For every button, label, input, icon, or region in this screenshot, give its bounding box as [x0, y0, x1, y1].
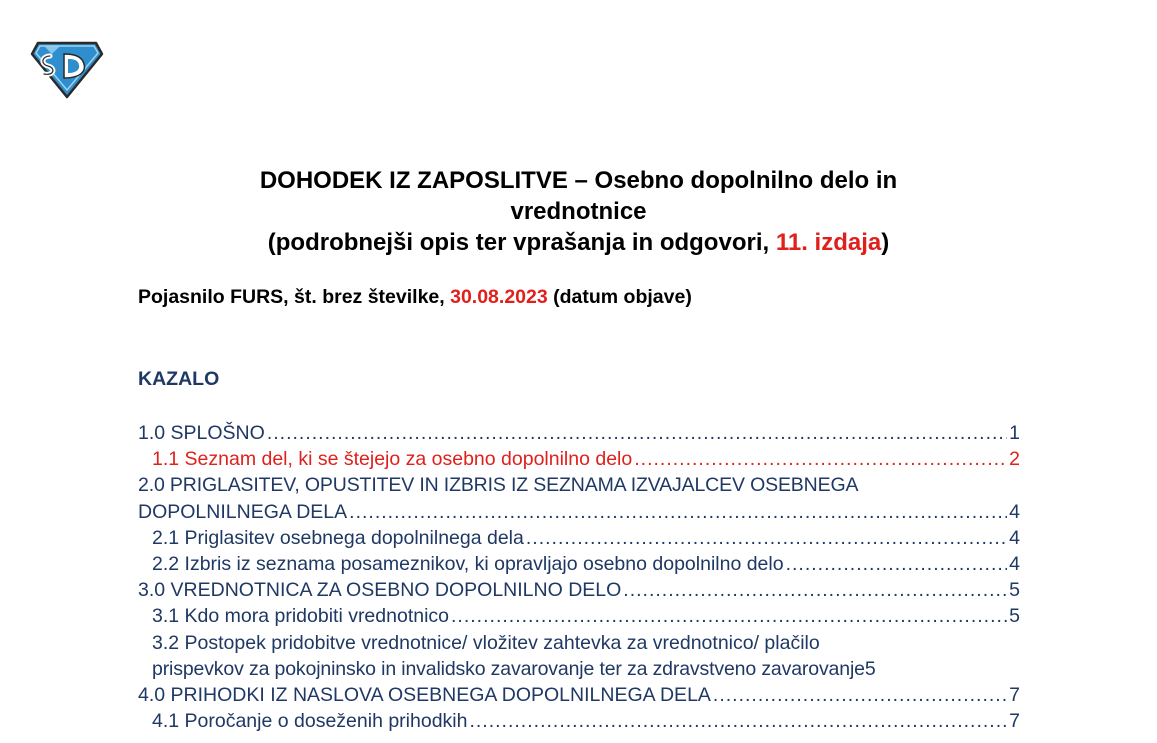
toc-entry-page: 7 — [1009, 684, 1020, 707]
toc-leader-dots — [469, 708, 1007, 734]
toc-entry-label: 4.0 PRIHODKI IZ NASLOVA OSEBNEGA DOPOLNILNEGA DELA — [138, 684, 711, 707]
toc-leader-dots — [451, 603, 1007, 629]
toc-entry-4-0[interactable] — [138, 682, 1020, 708]
publication-date: 30.08.2023 — [450, 286, 548, 308]
toc-entry-label-line-1: 3.2 Postopek pridobitve vrednotnice/ vložitev zahtevka za vrednotnico/ plačilo — [152, 631, 820, 654]
toc-entry-2-2[interactable] — [138, 551, 1020, 577]
toc-entry-label-line-1: 2.0 PRIGLASITEV, OPUSTITEV IN IZBRIS IZ SEZNAMA IZVAJALCEV OSEBNEGA — [138, 474, 859, 497]
toc-entry-3-2[interactable] — [138, 630, 1020, 682]
toc-entry-label: 4.1 Poročanje o doseženih prihodkih — [152, 710, 468, 733]
toc-leader-dots — [623, 577, 1007, 603]
toc-entry-label: 1.0 SPLOŠNO — [138, 422, 265, 444]
toc-entry-1-1[interactable] — [138, 446, 1020, 472]
table-of-contents — [138, 420, 1020, 734]
document-title-line-3 — [0, 228, 1157, 258]
toc-entry-2-1[interactable] — [138, 525, 1020, 551]
toc-entry-page: 1 — [1009, 422, 1020, 444]
toc-leader-dots — [634, 446, 1007, 472]
toc-entry-page: 5 — [864, 657, 876, 680]
toc-entry-label-line-2 — [138, 656, 1020, 682]
toc-heading: KAZALO — [138, 368, 220, 390]
title-edition: 11. izdaja — [775, 229, 882, 256]
toc-entry-1-0[interactable] — [138, 420, 1020, 446]
toc-entry-label: prispevkov za pokojninsko in invalidsko zavarovanje ter za zdravstveno zavarovanje — [152, 657, 865, 680]
title-edition-prefix: (podrobnejši opis ter vprašanja in odgovori, — [267, 229, 776, 256]
toc-entry-label: DOPOLNILNEGA DELA — [138, 500, 348, 523]
toc-entry-3-1[interactable] — [138, 603, 1020, 629]
toc-entry-page: 2 — [1009, 448, 1020, 471]
document-subtitle — [138, 286, 692, 309]
toc-leader-dots — [526, 525, 1007, 551]
toc-leader-dots — [713, 682, 1007, 708]
toc-entry-page: 7 — [1009, 710, 1020, 733]
toc-entry-label: 2.1 Priglasitev osebnega dopolnilnega dela — [152, 526, 524, 549]
toc-entry-page: 5 — [1009, 579, 1020, 602]
toc-entry-label: 3.1 Kdo mora pridobiti vrednotnico — [152, 605, 450, 628]
toc-entry-page: 4 — [1009, 553, 1020, 576]
toc-entry-label: 3.0 VREDNOTNICA ZA OSEBNO DOPOLNILNO DELO — [138, 579, 622, 602]
logo-icon — [30, 40, 104, 100]
subtitle-suffix: (datum objave) — [547, 286, 692, 308]
toc-leader-dots — [349, 499, 1007, 525]
toc-entry-page: 5 — [1009, 605, 1020, 628]
title-edition-suffix: ) — [881, 229, 890, 256]
toc-leader-dots — [786, 551, 1008, 577]
subtitle-prefix: Pojasnilo FURS, št. brez številke, — [138, 286, 451, 308]
document-title-line-2: vrednotnice — [510, 198, 647, 225]
toc-leader-dots — [267, 420, 1007, 446]
toc-entry-2-0[interactable] — [138, 472, 1020, 524]
document-title-line-1: DOHODEK IZ ZAPOSLITVE – Osebno dopolnilno delo in — [259, 167, 898, 194]
toc-entry-page: 4 — [1009, 500, 1020, 523]
toc-entry-4-1[interactable] — [138, 708, 1020, 734]
toc-entry-page: 4 — [1009, 526, 1020, 549]
toc-entry-label: 2.2 Izbris iz seznama posameznikov, ki opravljajo osebno dopolnilno delo — [152, 553, 784, 576]
toc-entry-3-0[interactable] — [138, 577, 1020, 603]
toc-entry-label: 1.1 Seznam del, ki se štejejo za osebno dopolnilno delo — [152, 448, 633, 471]
